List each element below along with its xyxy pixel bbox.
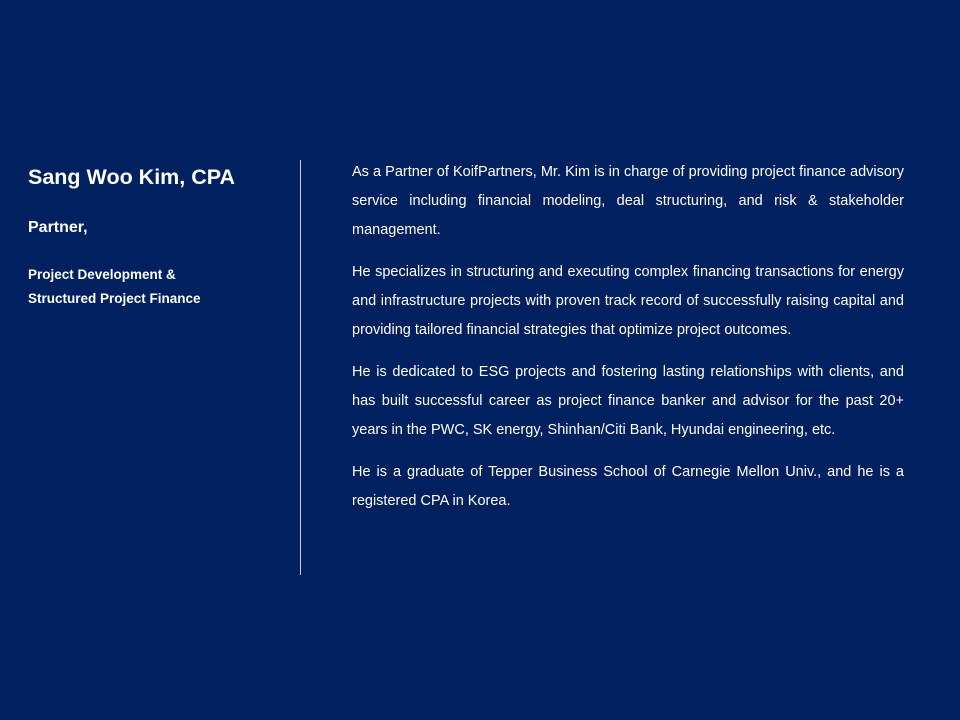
department (28, 263, 278, 311)
bio-paragraph-1: As a Partner of KoifPartners, Mr. Kim is in charge of providing project finance advisory service including financial modeling, deal structuring, and risk & stakeholder management. (352, 164, 904, 238)
vertical-divider (300, 160, 301, 575)
person-title: Partner, (28, 219, 88, 236)
bio-paragraph-3: He is dedicated to ESG projects and fostering lasting relationships with clients, and has built successful career as project finance banker and advisor for the past 20+ years in the PWC, SK energy, Shinhan/Citi Bank, Hyundai engineering, etc. (352, 364, 904, 438)
bio-paragraph-4: He is a graduate of Tepper Business School of Carnegie Mellon Univ., and he is a registered CPA in Korea. (352, 464, 904, 509)
department-line-2: Structured Project Finance (28, 291, 201, 306)
bio-panel (352, 158, 904, 529)
department-line-1: Project Development & (28, 267, 176, 282)
bio-paragraph-2: He specializes in structuring and executing complex financing transactions for energy and infrastructure projects with proven track record of successfully raising capital and providing tailored financial strategies that optimize project outcomes. (352, 264, 904, 338)
person-name: Sang Woo Kim, CPA (28, 165, 236, 189)
profile-panel (28, 162, 278, 311)
